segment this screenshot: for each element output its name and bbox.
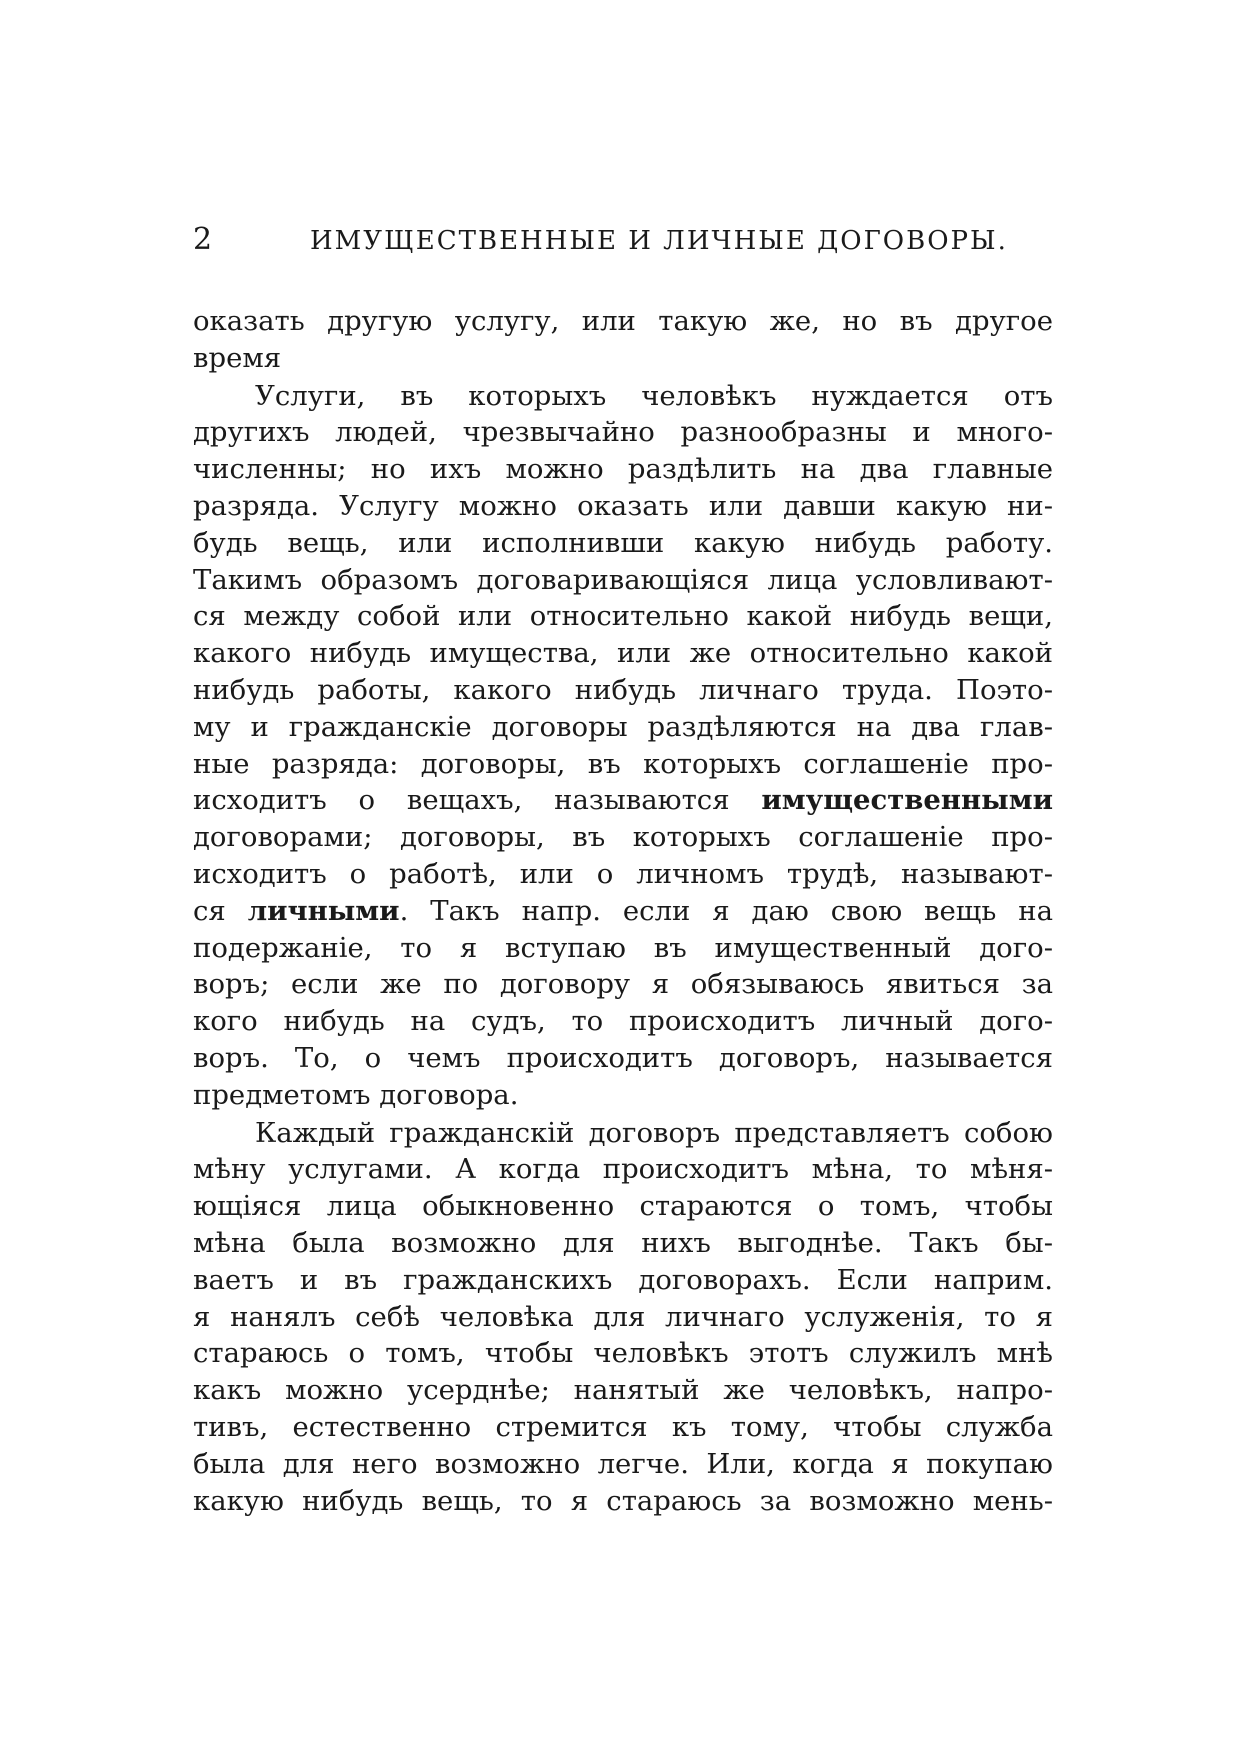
- text-line: кого нибудь на судъ, то происходитъ личный дого-: [193, 1005, 1053, 1038]
- text-segment: . Такъ напр. если я даю свою вещь на: [399, 894, 1053, 927]
- text-line: предметомъ договора.: [193, 1078, 519, 1111]
- text-line: исходитъ о работѣ, или о личномъ трудѣ, называют-: [193, 857, 1053, 890]
- text-line: подержаніе, то я вступаю въ имущественный дого-: [193, 931, 1053, 964]
- text-line: тивъ, естественно стремится къ тому, чтобы служба: [193, 1410, 1053, 1443]
- text-line: ваетъ и въ гражданскихъ договорахъ. Если наприм.: [193, 1263, 1053, 1296]
- body-text: [193, 303, 1053, 1519]
- text-line: мѣну услугами. А когда происходитъ мѣна, то мѣня-: [193, 1153, 1053, 1186]
- text-segment: исходитъ о вещахъ, называются: [193, 784, 730, 817]
- text-line: будь вещь, или исполнивши какую нибудь работу.: [193, 526, 1053, 559]
- text-line: какую нибудь вещь, то я стараюсь за возможно мень-: [193, 1484, 1053, 1517]
- text-line: ные разряда: договоры, въ которыхъ соглашеніе про-: [193, 747, 1053, 780]
- book-page: [193, 0, 1053, 1754]
- text-line: [193, 893, 1053, 930]
- text-line: какъ можно усерднѣе; нанятый же человѣкъ, напро-: [193, 1374, 1053, 1407]
- text-line: ющіяся лица обыкновенно стараются о томъ, чтобы: [193, 1190, 1053, 1223]
- text-line: численны; но ихъ можно раздѣлить на два главные: [193, 453, 1053, 486]
- text-line: воръ; если же по договору я обязываюсь явиться за: [193, 968, 1053, 1001]
- text-line: оказать другую услугу, или такую же, но въ другое: [193, 305, 1053, 337]
- paragraph-start-line: Каждый гражданскій договоръ представляетъ собою: [255, 1116, 1053, 1149]
- text-line: я нанялъ себѣ человѣка для личнаго услуженія, то я: [193, 1300, 1053, 1333]
- text-line: какого нибудь имущества, или же относительно какой: [193, 637, 1053, 670]
- text-line: мѣна была возможно для нихъ выгоднѣе. Такъ бы-: [193, 1226, 1053, 1259]
- text-line: му и гражданскіе договоры раздѣляются на два глав-: [193, 710, 1053, 743]
- text-line: нибудь работы, какого нибудь личнаго труда. Поэто-: [193, 673, 1053, 706]
- emphasized-term: личными: [247, 894, 400, 927]
- text-line: стараюсь о томъ, чтобы человѣкъ этотъ служилъ мнѣ: [193, 1337, 1053, 1370]
- text-line: ся между собой или относительно какой нибудь вещи,: [193, 600, 1053, 633]
- page-number: 2: [193, 222, 213, 257]
- emphasized-term: имущественными: [761, 784, 1053, 817]
- text-line: была для него возможно легче. Или, когда я покупаю: [193, 1447, 1053, 1480]
- text-line: другихъ людей, чрезвычайно разнообразны и много-: [193, 416, 1053, 449]
- text-line: договорами; договоры, въ которыхъ соглашеніе про-: [193, 821, 1053, 854]
- paragraph-start-line: Услуги, въ которыхъ человѣкъ нуждается отъ: [255, 379, 1053, 412]
- text-line: разряда. Услугу можно оказать или давши какую ни-: [193, 489, 1053, 522]
- text-segment: ся: [193, 894, 226, 927]
- text-line: воръ. То, о чемъ происходитъ договоръ, называется: [193, 1041, 1053, 1074]
- text-line: время: [193, 341, 282, 374]
- text-line: [193, 782, 1053, 819]
- running-head: [193, 222, 1053, 262]
- chapter-title: ИМУЩЕСТВЕННЫЕ И ЛИЧНЫЕ ДОГОВОРЫ.: [310, 226, 1008, 256]
- text-line: Такимъ образомъ договаривающіяся лица условливают-: [193, 563, 1053, 596]
